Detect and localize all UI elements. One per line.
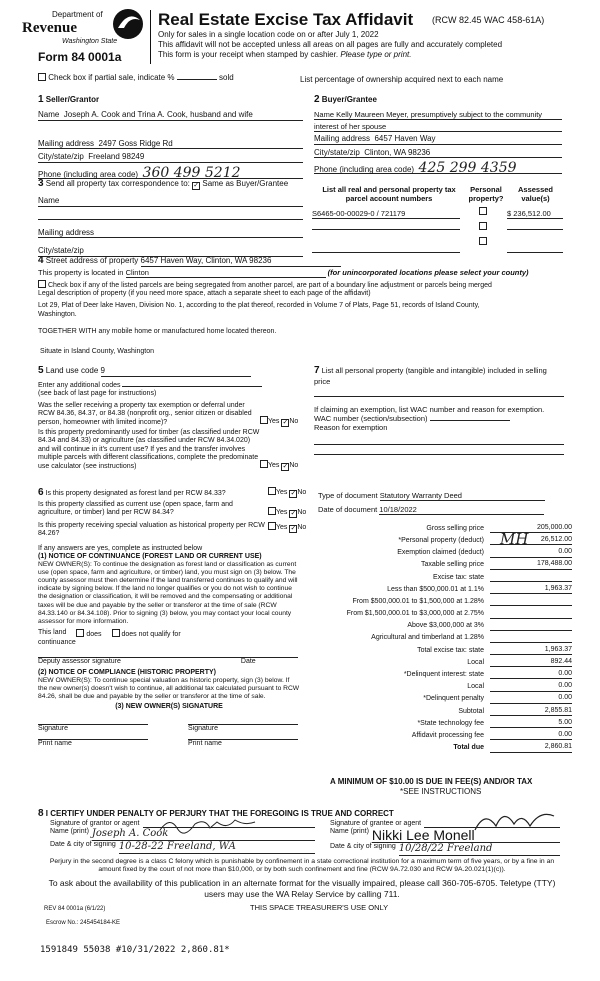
parcel-col-header: List all real and personal property tax parcel account numbers — [322, 185, 456, 203]
tax-row — [312, 667, 576, 679]
header-line3: This form is your receipt when stamped by cashier. Please type or print. — [158, 50, 412, 59]
tax-row — [312, 704, 576, 716]
grantor-name: Joseph A. Cook — [92, 828, 315, 841]
assessed-col-header: Assessed value(s) — [517, 185, 554, 203]
tax-value[interactable] — [490, 573, 572, 582]
escrow-number: Escrow No.: 245454184-KE — [46, 920, 121, 926]
continuance-heading: (1) NOTICE OF CONTINUANCE (FOREST LAND OR CURRENT USE) — [38, 552, 262, 560]
personal-property-checkbox-2[interactable] — [479, 222, 487, 230]
grantor-signature[interactable]: Signature of grantor or agent Name (print) Joseph A. Cook Date & city of signing 10-28-22 Freeland, WA — [50, 820, 315, 854]
grantee-date: 10/28/22 Freeland — [399, 843, 560, 856]
buyer-name-field[interactable]: Name Kelly Maureen Meyer, presumptively subject to the community — [314, 110, 562, 120]
segregation-checkbox[interactable] — [38, 280, 46, 288]
corr-address-field[interactable]: Mailing address — [38, 228, 303, 239]
tax-row — [312, 728, 576, 740]
partial-sale-checkbox[interactable] — [38, 73, 46, 81]
tax-row — [312, 740, 576, 752]
does-not-checkbox[interactable] — [112, 629, 120, 637]
property-address[interactable]: 6457 Haven Way, Clinton, WA 98236 — [141, 256, 341, 267]
grantee-name: Nikki Lee Monell — [372, 828, 560, 843]
tax-value[interactable]: 5.00 — [490, 719, 572, 728]
treasurer-use: THIS SPACE TREASURER'S USE ONLY — [250, 903, 389, 912]
legal-desc-4: Situate in Island County, Washington — [40, 348, 155, 355]
new-owner-signature[interactable]: Signature — [38, 724, 148, 733]
tax-value[interactable] — [490, 610, 572, 619]
tax-row — [312, 545, 576, 557]
doc-type-row: Type of document Statutory Warranty Deed — [318, 491, 545, 501]
buyer-title: Buyer/Grantee — [321, 95, 377, 104]
tax-value[interactable]: 2,855.81 — [490, 707, 572, 716]
tax-row — [312, 692, 576, 704]
compliance-heading: (2) NOTICE OF COMPLIANCE (HISTORIC PROPERTY) — [38, 668, 216, 676]
tax-table — [312, 521, 576, 753]
tax-value[interactable]: 26,512.00 — [490, 536, 572, 545]
additional-codes[interactable] — [122, 386, 262, 387]
q2-yes[interactable] — [260, 460, 268, 468]
tax-label: Above $3,000,000 at 3% — [407, 622, 484, 630]
buyer-city-field[interactable]: City/state/zip Clinton, WA 98236 — [314, 148, 562, 159]
percent-field[interactable] — [177, 79, 217, 80]
grantor-signature-scribble — [155, 814, 265, 836]
tax-value[interactable]: 178,488.00 — [490, 560, 572, 569]
seller-phone-field[interactable]: Phone (including area code) 360 499 5212 — [38, 165, 303, 179]
tax-value[interactable] — [490, 597, 572, 606]
tax-row — [312, 655, 576, 667]
parcel-row[interactable] — [312, 207, 562, 239]
parcel-line2[interactable] — [312, 229, 460, 230]
grantee-signature-scribble — [470, 806, 560, 836]
segregation-row: Check box if any of the listed parcels are being segregated from another parcel, are part of a boundary line adjustment or parcels being merged — [38, 280, 563, 290]
rcw-ref: (RCW 82.45 WAC 458-61A) — [432, 15, 545, 25]
minimum-notice: A MINIMUM OF $10.00 IS DUE IN FEE(S) AND/OR TAX — [330, 777, 533, 786]
doc-type[interactable]: Statutory Warranty Deed — [380, 491, 545, 501]
tax-label: From $500,000.01 to $1,500,000 at 1.28% — [352, 597, 484, 605]
tax-label: Taxable selling price — [420, 561, 484, 569]
doc-date[interactable]: 10/18/2022 — [379, 505, 544, 515]
tax-value[interactable]: 1,963.37 — [490, 646, 572, 655]
dor-logo — [22, 8, 152, 64]
tax-value[interactable]: 1,963.37 — [490, 585, 572, 594]
tax-label: Gross selling price — [426, 524, 484, 532]
assessed-line2[interactable] — [507, 229, 563, 230]
ownership-note: List percentage of ownership acquired next to each name — [300, 75, 504, 84]
tax-row — [312, 679, 576, 691]
buyer-phone-field[interactable]: Phone (including area code) 425 299 4359 — [314, 160, 562, 174]
legal-desc-2: Washington. — [38, 311, 77, 318]
tax-label: Excise tax: state — [433, 573, 484, 581]
tax-row — [312, 558, 576, 570]
wac-field[interactable] — [430, 420, 510, 421]
tax-label: Total excise tax: state — [417, 646, 484, 654]
seller-title: Seller/Grantor — [45, 95, 100, 104]
tax-label: Total due — [453, 744, 484, 752]
sold-label: sold — [219, 73, 234, 82]
land-use-section: 5 Land use code 9 Enter any additional codes (see back of last page for instructions) Was the seller receiving a property tax exemption or deferral under RCW 84.36, 84.37, or 84.38 (nonprofit org., senior citizen or disabled person, homeowner with limited income)? Yes ✓No Is this property predominantly used for timber (as classified under RCW 84.34 and 84.33) or agriculture (as classified under RCW 84.34.020) and will continue in it's current use? If yes and the transfer involves multiple parcels with different classifications, complete the predominate use calculator (see instructions) Yes ✓No — [38, 365, 299, 470]
legal-desc-3: TOGETHER WITH any mobile home or manufactured home located thereon. — [38, 328, 277, 335]
q1-no[interactable]: ✓ — [282, 418, 289, 426]
tax-label: Agricultural and timberland at 1.28% — [371, 634, 484, 642]
logo-swirl-icon — [110, 8, 146, 40]
land-use-code[interactable]: 9 — [101, 366, 251, 377]
parcel-number: S6465-00-00029-0 / 721179 — [312, 209, 460, 219]
current-use-no[interactable]: ✓ — [290, 509, 297, 517]
tax-row — [312, 521, 576, 533]
cashier-stamp: 1591849 55038 #10/31/2022 2,860.81* — [40, 945, 230, 955]
tax-label: From $1,500,000.01 to $3,000,000 at 2.75% — [346, 610, 484, 618]
parcel-line3[interactable] — [312, 252, 460, 253]
header-divider — [150, 10, 151, 64]
forest-no[interactable]: ✓ — [290, 490, 297, 497]
tax-label: *Delinquent penalty — [423, 695, 484, 703]
tax-label: Local — [467, 658, 484, 666]
assessed-line3[interactable] — [507, 252, 563, 253]
q1-yes[interactable] — [260, 416, 268, 424]
buyer-address-field[interactable]: Mailing address 6457 Haven Way — [314, 134, 562, 145]
forest-yes[interactable] — [268, 487, 276, 495]
tax-row — [312, 619, 576, 631]
buyer-name-line2: interest of her spouse — [314, 122, 562, 132]
seller-section: 1 Seller/Grantor Name Joseph A. Cook and Trina A. Cook, husband and wife Mailing address 2497 Goss Ridge Rd City/state/zip Freeland 98249 Phone (including area code) 360 499 5212 — [38, 94, 303, 179]
grantee-signature[interactable]: Signature of grantee or agent Name (print) Nikki Lee Monell Date & city of signing 10/28/22 Freeland — [330, 820, 560, 856]
state: Washington State — [62, 38, 118, 45]
seller-city-field[interactable]: City/state/zip Freeland 98249 — [38, 152, 303, 163]
same-as-buyer-checkbox[interactable]: ✓ — [193, 182, 200, 189]
form-title: Real Estate Excise Tax Affidavit — [158, 10, 414, 29]
reason-line1[interactable] — [314, 444, 564, 445]
certification: 8 I CERTIFY UNDER PENALTY OF PERJURY THAT THE FOREGOING IS TRUE AND CORRECT — [38, 808, 394, 819]
buyer-section: 2 Buyer/Grantee Name Kelly Maureen Meyer, presumptively subject to the community interest of her spouse Mailing address 6457 Haven Way City/state/zip Clinton, WA 98236 Phone (including area code) 425 299 4359 — [314, 94, 562, 174]
corr-name-line2[interactable] — [38, 219, 303, 220]
tax-value[interactable]: 205,000.00 — [490, 524, 572, 533]
personal-property-checkbox-3[interactable] — [479, 237, 487, 245]
doc-date-row: Date of document 10/18/2022 — [318, 505, 544, 515]
tax-row — [312, 606, 576, 618]
legal-desc-1: Lot 29, Plat of Deer lake Haven, Division No. 1, according to the plat thereof, recorded in Volume 7 of Plats, Page 51, records of Island County, — [38, 302, 480, 309]
reason-line2[interactable] — [314, 454, 564, 455]
tax-value[interactable]: 0.00 — [490, 670, 572, 679]
form-number: Form 84 0001a — [38, 50, 122, 64]
corr-name-field[interactable]: Name — [38, 196, 303, 207]
perjury-notice: Perjury in the second degree is a class C felony which is punishable by confinement in a state correctional institution for a maximum term of five years, or by a fine in an amount fixed by the court of not more than $10,000, or by both such confinement and fine (RCW 9A.72.030 and RCW 9A.20.021(1)(c)). — [49, 858, 555, 874]
seller-address-field[interactable]: Mailing address 2497 Goss Ridge Rd — [38, 139, 303, 150]
tax-value[interactable] — [490, 622, 572, 631]
tax-label: Subtotal — [458, 707, 484, 715]
grantor-date: 10-28-22 Freeland, WA — [119, 841, 315, 854]
tax-value[interactable]: 0.00 — [490, 682, 572, 691]
pp-line1[interactable] — [314, 396, 564, 397]
initials: MH — [500, 530, 529, 548]
location-field[interactable]: Clinton — [126, 268, 326, 278]
tax-value[interactable]: 0.00 — [490, 731, 572, 740]
tax-value[interactable]: 892.44 — [490, 658, 572, 667]
new-owner-print[interactable]: Print name — [38, 739, 148, 748]
tax-row — [312, 716, 576, 728]
accessibility-notice: To ask about the availability of this publication in an alternate format for the visually impaired, please call 360-705-6705. Teletype (TTY) users may use the WA Relay Service by calling 711. — [48, 878, 556, 899]
personal-property-section: 7 List all personal property (tangible and intangible) included in selling price If claiming an exemption, list WAC number and reason for exemption. WAC number (section/subsection) Reason for exemption — [314, 365, 564, 455]
tax-label: Less than $500,000.01 at 1.1% — [387, 585, 484, 593]
tax-value[interactable]: 0.00 — [490, 548, 572, 557]
does-checkbox[interactable] — [76, 629, 84, 637]
revision: REV 84 0001a (6/1/22) — [44, 906, 106, 912]
historic-no[interactable]: ✓ — [290, 524, 297, 532]
tax-label: *State technology fee — [417, 719, 484, 727]
current-use-yes[interactable] — [268, 507, 276, 515]
timber-question: Is this property predominantly used for timber (as classified under RCW 84.34 and 84.33) or agriculture (as classified under RCW 84.34.020) and will continue in it's current use? If yes and the transfer involves multiple parcels with different classifications, complete the predominate use calculator (see instructions) — [38, 428, 260, 470]
seller-name-field[interactable]: Name Joseph A. Cook and Trina A. Cook, husband and wife — [38, 110, 303, 121]
new-owner-print-2[interactable]: Print name — [188, 739, 298, 748]
tax-label: Local — [467, 683, 484, 691]
tax-label: Exemption claimed (deduct) — [397, 549, 484, 557]
see-instructions: *SEE INSTRUCTIONS — [400, 787, 482, 796]
correspondence-section: 3 Send all property tax correspondence to: ✓ Same as Buyer/Grantee Name Mailing address City/state/zip — [38, 178, 303, 257]
tax-row — [312, 643, 576, 655]
tax-row — [312, 570, 576, 582]
tax-value[interactable] — [490, 634, 572, 643]
tax-label: Affidavit processing fee — [411, 731, 484, 739]
tax-row — [312, 533, 576, 545]
tax-value[interactable]: 2,860.81 — [490, 743, 572, 752]
forest-land-section: 6 Is this property designated as forest land per RCW 84.33? Yes ✓No Is this property classified as current use (open space, farm and agriculture, or timber) land per RCW 84.34? Yes ✓No Is this property receiving special valuation as historical property per RCW 84.26? Yes ✓No If any answers are yes, complete as instructed below (1) NOTICE OF CONTINUANCE (FOREST LAND OR CURRENT USE) NEW OWNER(S): To continue the designation as forest land or classification as current use (open space, farm and agriculture, or timber) land, you must sign on (3) below. The county assessor must then determine if the land transferred continues to qualify and will indicate by signing below. If the land no longer qualifies or you do not wish to continue the designation or classification, it will be removed and the compensating or additional taxes will be due and payable by the seller or transferor at the time of sale (RCW 84.33.140 or 84.34.108). Prior to signing (3) below, you may contact your local county assessor for more information. This land does does not qualify for continuance Deputy assessor signature Date (2) NOTICE OF COMPLIANCE (HISTORIC PROPERTY) NEW OWNER(S): To continue special valuation as historic property, sign (3) below. If the new owner(s) doesn't wish to continue, all additional tax calculated pursuant to RCW 84.26, shall be due and payable by the seller or transferor at the time of sale. (3) NEW OWNER(S) SIGNATURE Signature Signature Print name Print name — [38, 487, 307, 748]
assessed-value: $ 236,512.00 — [507, 209, 563, 219]
revenue-wordmark: Revenue — [22, 20, 77, 36]
tax-label: *Delinquent interest: state — [403, 671, 484, 679]
tax-row — [312, 631, 576, 643]
header-line1: Only for sales in a single location code on or after July 1, 2022 — [158, 30, 379, 39]
property-address-row: 4 Street address of property 6457 Haven Way, Clinton, WA 98236 — [38, 255, 563, 267]
legal-desc-label: Legal description of property (if you need more space, attach a separate sheet to each page of the affidavit) — [38, 290, 371, 297]
new-owner-signature-2[interactable]: Signature — [188, 724, 298, 733]
partial-sale-label: Check box if partial sale, indicate % — [48, 73, 175, 82]
header-line2: This affidavit will not be accepted unless all areas on all pages are fully and accurately completed — [158, 40, 503, 49]
dept-of: Department of — [52, 10, 103, 19]
personal-col-header: Personal property? — [468, 185, 504, 203]
corr-city-field[interactable]: City/state/zip — [38, 246, 303, 257]
historic-yes[interactable] — [268, 522, 276, 530]
q2-no[interactable]: ✓ — [282, 462, 289, 470]
tax-row — [312, 582, 576, 594]
tax-value[interactable]: 0.00 — [490, 694, 572, 703]
personal-property-checkbox[interactable] — [479, 207, 487, 215]
exemption-question: Was the seller receiving a property tax exemption or deferral under RCW 84.36, 84.37, or 84.38 (nonprofit org., senior citizen or disabled person, homeowner with limited income)? — [38, 401, 252, 426]
tax-row — [312, 594, 576, 606]
tax-label: *Personal property (deduct) — [398, 536, 484, 544]
location-row: This property is located in Clinton (for unincorporated locations please select your county) — [38, 268, 529, 277]
partial-sale-row — [38, 73, 234, 83]
